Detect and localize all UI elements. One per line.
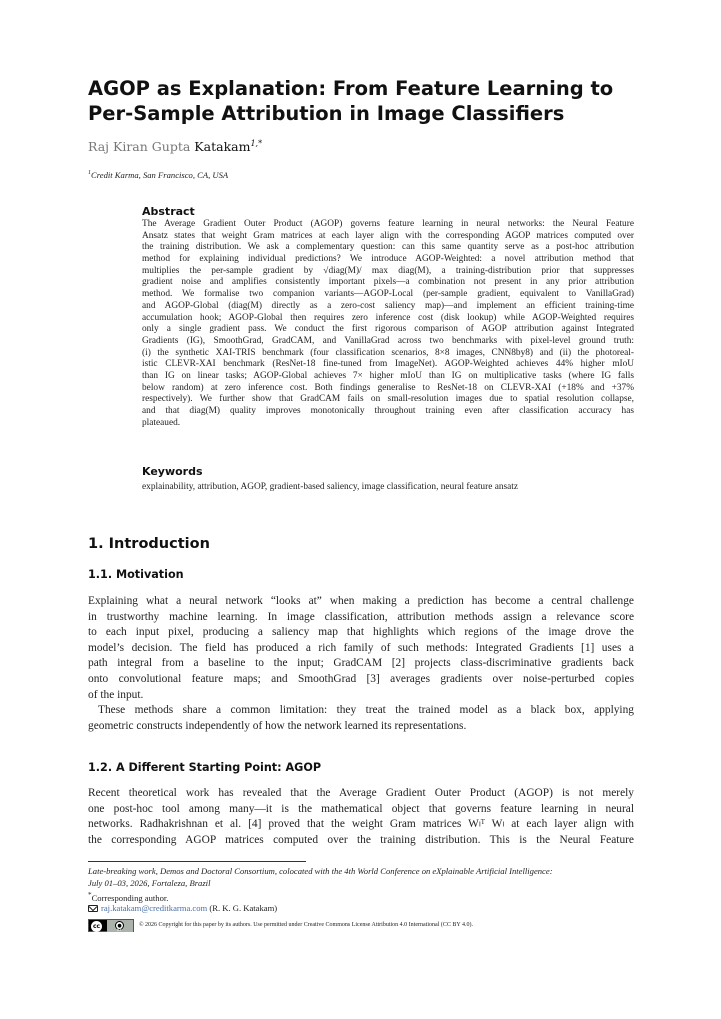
text-line: and AGOP-Global (diag(M) directly as a zero-cost saliency map)—and implement an efficient training-time: [142, 300, 634, 311]
text-line: istic CLEVR-XAI benchmark (ResNet-18 fine-tuned from ImageNet). AGOP-Weighted achieves 44% higher mIoU: [142, 359, 634, 370]
by-label: BY: [117, 928, 122, 932]
subsection-heading-agop: 1.2. A Different Starting Point: AGOP: [88, 761, 322, 774]
title-line-2: Per-Sample Attribution in Image Classifiers: [88, 102, 565, 125]
paper-title: [88, 76, 648, 126]
text-line: onto convolutional feature maps; and SmoothGrad [3] averages gradients over noise-perturbed copies: [88, 672, 634, 685]
author-marks: 1,*: [250, 139, 263, 148]
footnote-venue: Late-breaking work, Demos and Doctoral Consortium, colocated with the 4th World Conference on eXplainable Artificial Intelligence:: [88, 866, 553, 876]
text-line: method. We formalise two companion variants—AGOP-Local (per-sample gradient, equivalent to VanillaGrad): [142, 289, 634, 300]
text-line: one post-hoc tool among many—it is the mathematical object that governs feature learning in neural: [88, 802, 634, 815]
text-line: These methods share a common limitation: they treat the trained model as a black box, applying: [98, 704, 634, 717]
text-line: than IG on linear tasks; AGOP-Global achieves 7× higher mIoU than IG on multiplicative tasks (where IG falls: [142, 370, 634, 381]
text-line: only a single gradient pass. We conduct the first rigorous comparison of AGOP attribution against Integrated: [142, 324, 634, 335]
text-line: respectively). We further show that GradCAM fails on small-resolution images due to spatial resolution collapse,: [142, 394, 634, 405]
text-line: gradient noise and amplifies consistently important pixels—a combination not present in any prior attribution: [142, 277, 634, 288]
email-owner: (R. K. G. Katakam): [209, 903, 278, 913]
author-line: [88, 139, 262, 154]
affiliation-text: Credit Karma, San Francisco, CA, USA: [91, 170, 229, 180]
text-line: in trustworthy machine learning. In image classification, attribution methods assign a relevance score: [88, 610, 634, 623]
text-line: Explaining what a neural network “looks at” when making a prediction has become a central challenge: [88, 595, 634, 607]
text-line: model’s decision. The field has produced a rich family of such methods: Integrated Gradients [1] uses a: [88, 641, 634, 654]
cc-icon: cc: [92, 923, 101, 930]
text-line: to each input pixel, producing a saliency map that highlights which regions of the image drove the: [88, 626, 634, 639]
subsection-heading-motivation: 1.1. Motivation: [88, 568, 184, 581]
text-line: method for explaining individual predictions? We introduce AGOP-Weighted: a novel attribution method that: [142, 254, 634, 265]
text-line: path integral from a baseline to the input; GradCAM [2] projects class-discriminative gradients back: [88, 657, 634, 670]
footnote-email-line: [88, 903, 648, 914]
cc-by-license-logo[interactable]: [88, 919, 134, 932]
keywords-text: explainability, attribution, AGOP, gradient-based saliency, image classification, neural feature ansatz: [142, 482, 519, 492]
footnote-venue-dates: July 01–03, 2026, Fortaleza, Brazil: [88, 878, 211, 888]
abstract-heading: Abstract: [142, 205, 195, 218]
copyright-notice: © 2026 Copyright for this paper by its authors. Use permitted under Creative Commons License Attribution 4.0 International (CC BY 4.0).: [139, 922, 473, 928]
author-last-name: Katakam: [194, 139, 251, 155]
text-line: below random) at zero inference cost. Both findings generalise to ResNet-18 on CLEVR-XAI (+18% and +37%: [142, 382, 634, 393]
text-line: the corresponding AGOP matrices computed over the training distribution. This is the Neural Feature: [88, 833, 634, 846]
author-given-name: Raj Kiran Gupta: [88, 139, 191, 155]
text-line: the training distribution. We ask a complementary question: can this same quantity serve as a post-hoc attribution: [142, 242, 634, 253]
agop-body: [88, 786, 634, 848]
abstract-body: [142, 219, 634, 429]
text-line: of the input.: [88, 688, 144, 701]
section-heading-introduction: 1. Introduction: [88, 536, 210, 552]
text-line: Ansatz states that weight Gram matrices at each layer align with the corresponding AGOP matrices computed over: [142, 230, 634, 241]
email-link[interactable]: raj.katakam@creditkarma.com: [101, 903, 208, 913]
text-line: (i) the synthetic XAI-TRIS benchmark (four classification scenarios, 8×8 images, CNN8by8) and (ii) the photoreal-: [142, 347, 634, 358]
affiliation: [88, 170, 228, 180]
text-line: Recent theoretical work has revealed that the Average Gradient Outer Product (AGOP) is not merely: [88, 787, 634, 799]
text-line: and that diag(M) quality improves monotonically throughout training even after classification accuracy has: [142, 406, 634, 416]
footnote-rule: [88, 861, 306, 862]
text-line: plateaued.: [142, 417, 181, 428]
corresponding-mark: *: [88, 891, 92, 899]
affiliation-mark: 1: [88, 170, 91, 177]
text-line: Gradients (IG), SmoothGrad, GradCAM, and VanillaGrad across two benchmarks with pixel-level ground truth:: [142, 335, 634, 346]
envelope-icon: [88, 905, 98, 912]
person-icon: ●: [115, 921, 124, 930]
text-line: networks. Radhakrishnan et al. [4] proved that the weight Gram matrices Wₗᵀ Wₗ at each layer align with: [88, 818, 634, 831]
keywords-heading: Keywords: [142, 465, 203, 478]
text-line: accumulation hook; AGOP-Global then requires zero inference cost (disk lookup) while AGOP-Weighted requires: [142, 312, 634, 323]
motivation-body: [88, 594, 634, 734]
text-line: geometric constructs independently of how the network learned its representations.: [88, 719, 467, 732]
footnote-corresponding: [88, 890, 648, 904]
text-line: multiplies the per-sample gradient by √diag(M)/ max diag(M), a training-distribution prior that suppresses: [142, 265, 634, 276]
text-line: The Average Gradient Outer Product (AGOP) governs feature learning in neural networks: the Neural Feature: [142, 219, 634, 229]
corresponding-text: Corresponding author.: [91, 892, 169, 903]
title-line-1: AGOP as Explanation: From Feature Learning to: [88, 77, 614, 100]
